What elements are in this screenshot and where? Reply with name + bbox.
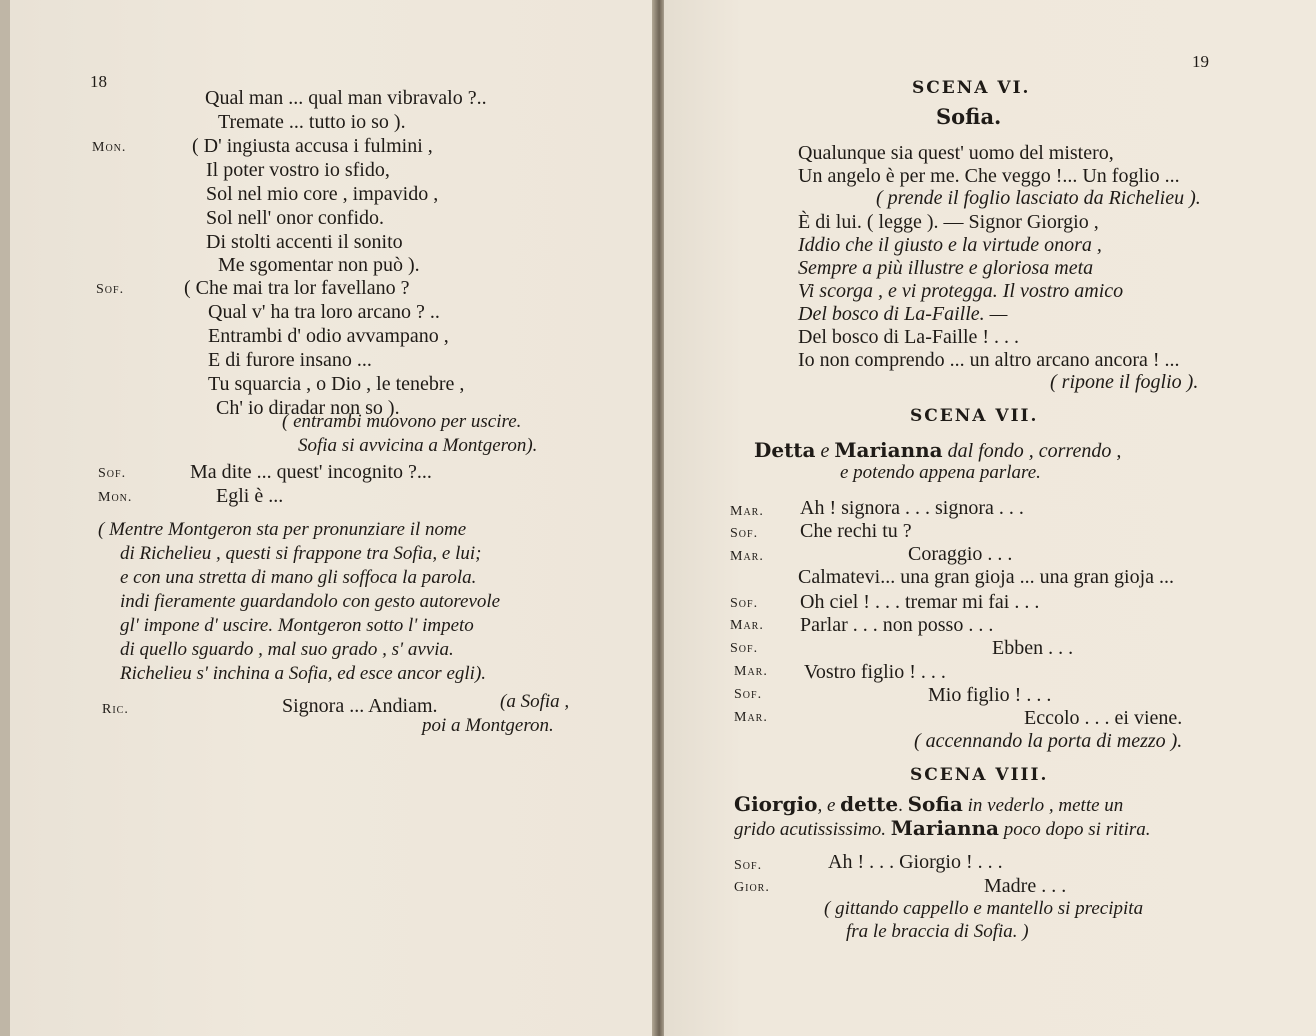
stage-direction: ( Mentre Montgeron sta per pronunziare il nome (98, 519, 467, 540)
stage-direction: Richelieu s' inchina a Sofia, ed esce ancor egli). (120, 663, 487, 684)
stage-direction: fra le braccia di Sofia. ) (846, 921, 1029, 942)
verse-line: Qualunque sia quest' uomo del mistero, (798, 142, 1114, 164)
character-name: Giorgio (734, 792, 818, 816)
verse-line: Che rechi tu ? (800, 520, 912, 542)
stage-direction: in vederlo , mette un (967, 795, 1124, 816)
verse-line: Ch' io diradar non so ). (216, 397, 400, 419)
character-name: dette (840, 792, 899, 816)
verse-line: Sol nell' onor confido. (206, 207, 385, 229)
verse-line: Calmatevi... una gran gioja ... una gran gioja ... (798, 566, 1175, 588)
conjunction: e (820, 440, 830, 462)
stage-direction: ( gittando cappello e mantello si precipita (824, 898, 1144, 919)
verse-line: Mio figlio ! . . . (928, 684, 1052, 706)
verse-line: Ah ! signora . . . signora . . . (800, 497, 1024, 519)
stage-direction: poi a Montgeron. (422, 715, 554, 736)
speaker-label: Sof. (98, 466, 127, 481)
verse-line: E di furore insano ... (208, 349, 372, 371)
verse-line: Un angelo è per me. Che veggo !... Un foglio ... (798, 165, 1180, 187)
verse-line: Oh ciel ! . . . tremar mi fai . . . (800, 591, 1040, 613)
speaker-label: Sof. (734, 687, 763, 702)
scene-heading: SCENA VII. (910, 406, 1039, 426)
scene-heading: SCENA VIII. (910, 765, 1049, 785)
verse-line: Di stolti accenti il sonito (206, 231, 403, 253)
verse-line: Sol nel mio core , impavido , (206, 183, 439, 205)
speaker-label: Sof. (96, 282, 125, 297)
stage-direction: di quello sguardo , mal suo grado , s' avvia. (120, 639, 454, 660)
verse-line: Entrambi d' odio avvampano , (208, 325, 449, 347)
stage-direction: Sofia si avvicina a Montgeron). (298, 435, 538, 456)
stage-direction: gl' impone d' uscire. Montgeron sotto l' impeto (120, 615, 474, 636)
letter-line: Iddio che il giusto e la virtude onora , (798, 234, 1102, 256)
stage-direction: indi fieramente guardandolo con gesto autorevole (120, 591, 501, 612)
left-page (0, 0, 656, 1036)
stage-direction: grido acutississimo. (734, 819, 887, 840)
verse-line: Signora ... Andiam. (282, 695, 438, 717)
scene-description (734, 816, 1151, 841)
speaker-label: Mon. (98, 490, 133, 505)
speaker-label: Mar. (730, 618, 764, 633)
letter-line: Sempre a più illustre e gloriosa meta (798, 257, 1094, 279)
scene-character: Sofia. (936, 104, 1002, 129)
verse-line: Madre . . . (984, 875, 1067, 897)
speaker-label: Gior. (734, 880, 770, 895)
speaker-label: Mar. (734, 710, 768, 725)
stage-direction: e potendo appena parlare. (840, 462, 1041, 483)
speaker-label: Mon. (92, 140, 127, 155)
right-page (664, 0, 1316, 1036)
speaker-label: Sof. (730, 526, 759, 541)
verse-line: Egli è ... (216, 485, 284, 507)
scene-heading: SCENA VI. (912, 78, 1031, 98)
speaker-label: Mar. (734, 664, 768, 679)
stage-direction: ( ripone il foglio ). (1050, 371, 1199, 393)
speaker-label: Mar. (730, 504, 764, 519)
stage-direction: (a Sofia , (500, 691, 570, 712)
character-name: Marianna (890, 816, 1000, 840)
verse-line: Qual v' ha tra loro arcano ? .. (208, 301, 440, 323)
verse-line: ( D' ingiusta accusa i fulmini , (192, 135, 433, 157)
verse-line: Vostro figlio ! . . . (804, 661, 946, 683)
stage-direction: e con una stretta di mano gli soffoca la parola. (120, 567, 477, 588)
verse-line: Il poter vostro io sfido, (206, 159, 390, 181)
punctuation: . (898, 795, 903, 816)
verse-line: Tremate ... tutto io so ). (218, 111, 406, 133)
verse-line: Eccolo . . . ei viene. (1024, 707, 1183, 729)
character-name: Marianna (834, 438, 943, 462)
verse-line: Coraggio . . . (908, 543, 1013, 565)
verse-line: Ah ! . . . Giorgio ! . . . (828, 851, 1003, 873)
speaker-label: Sof. (730, 596, 759, 611)
stage-direction: ( entrambi muovono per uscire. (282, 411, 522, 432)
verse-line: Qual man ... qual man vibravalo ?.. (205, 87, 487, 109)
verse-line: Tu squarcia , o Dio , le tenebre , (208, 373, 465, 395)
verse-line: Ebben . . . (992, 637, 1074, 659)
verse-line: È di lui. ( legge ). — Signor Giorgio , (798, 211, 1099, 233)
stage-direction: ( accennando la porta di mezzo ). (914, 730, 1183, 752)
conjunction: , e (817, 795, 836, 816)
page-number: 19 (1192, 52, 1209, 71)
verse-line: Me sgomentar non può ). (218, 254, 420, 276)
verse-line: Parlar . . . non posso . . . (800, 614, 994, 636)
verse-line: Io non comprendo ... un altro arcano ancora ! ... (798, 349, 1180, 371)
letter-line: Vi scorga , e vi protegga. Il vostro amico (798, 280, 1124, 302)
speaker-label: Mar. (730, 549, 764, 564)
verse-line: Ma dite ... quest' incognito ?... (190, 461, 432, 483)
scene-description (734, 792, 1123, 817)
verse-line: ( Che mai tra lor favellano ? (184, 277, 410, 299)
speaker-label: Sof. (734, 858, 763, 873)
stage-direction: poco dopo si ritira. (1003, 819, 1151, 840)
stage-direction: ( prende il foglio lasciato da Richelieu ). (876, 187, 1201, 209)
speaker-label: Sof. (730, 641, 759, 656)
speaker-label: Ric. (102, 702, 129, 717)
letter-line: Del bosco di La-Faille. — (798, 303, 1008, 325)
character-name: Sofia (907, 792, 963, 816)
character-name: Detta (754, 438, 816, 462)
scene-description (754, 438, 1121, 463)
stage-direction: dal fondo , correndo , (947, 440, 1122, 462)
page-number: 18 (90, 72, 107, 91)
verse-line: Del bosco di La-Faille ! . . . (798, 326, 1020, 348)
stage-direction: di Richelieu , questi si frappone tra Sofia, e lui; (120, 543, 482, 564)
